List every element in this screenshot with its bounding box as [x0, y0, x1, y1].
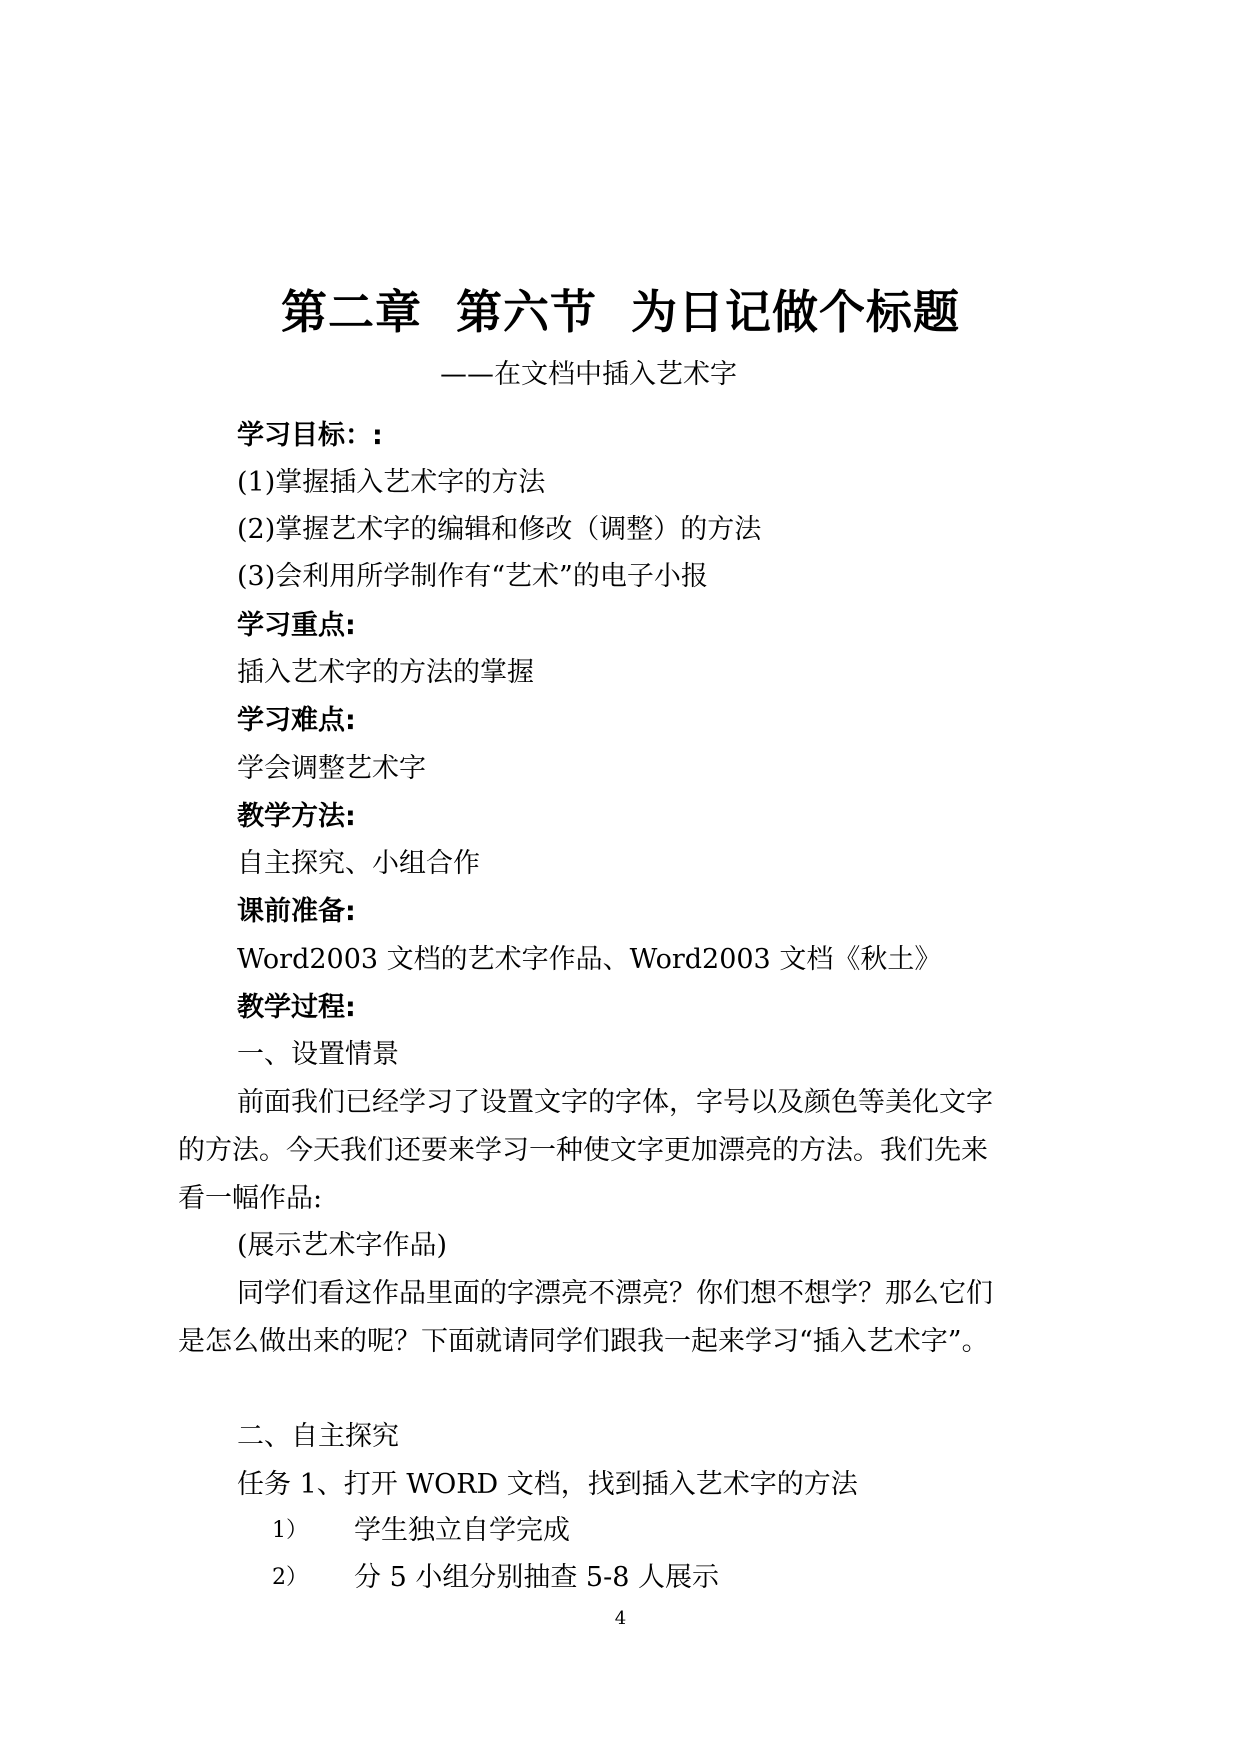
process-heading: 教学过程:	[237, 992, 356, 1023]
section1-paragraph-line: 的方法。今天我们还要来学习一种使文字更加漂亮的方法。我们先来	[178, 1135, 988, 1166]
key-point-text: 插入艺术字的方法的掌握	[237, 657, 534, 688]
step-text: 分 5 小组分别抽查 5-8 人展示	[354, 1562, 719, 1593]
objective-item-1: (1)掌握插入艺术字的方法	[237, 467, 546, 498]
step-number: 1）	[272, 1518, 308, 1543]
page-number: 4	[614, 1608, 627, 1629]
difficulty-heading: 学习难点:	[237, 705, 356, 736]
step-number: 2）	[272, 1565, 308, 1590]
preparation-heading: 课前准备:	[237, 896, 356, 927]
page-title: 第二章 第六节 为日记做个标题	[280, 285, 961, 339]
step-text: 学生独立自学完成	[354, 1515, 570, 1546]
method-heading: 教学方法:	[237, 801, 356, 832]
objectives-heading: 学习目标：:	[237, 420, 383, 451]
section1-showcase-note: (展示艺术字作品)	[237, 1230, 448, 1261]
key-point-heading: 学习重点:	[237, 610, 356, 641]
objective-item-3: (3)会利用所学制作有“艺术”的电子小报	[237, 561, 708, 592]
section1-paragraph-line: 看一幅作品:	[178, 1183, 323, 1214]
objective-item-2: (2)掌握艺术字的编辑和修改（调整）的方法	[237, 514, 762, 545]
preparation-text: Word2003 文档的艺术字作品、Word2003 文档《秋土》	[237, 944, 942, 975]
difficulty-text: 学会调整艺术字	[237, 753, 426, 784]
section1-heading: 一、设置情景	[237, 1039, 399, 1070]
task1-text: 任务 1、打开 WORD 文档，找到插入艺术字的方法	[237, 1469, 858, 1500]
section1-paragraph-line: 前面我们已经学习了设置文字的字体，字号以及颜色等美化文字	[237, 1087, 993, 1118]
section1-paragraph-line: 同学们看这作品里面的字漂亮不漂亮？你们想不想学？那么它们	[237, 1278, 993, 1309]
method-text: 自主探究、小组合作	[237, 848, 480, 879]
page-subtitle: ——在文档中插入艺术字	[440, 359, 737, 390]
section2-heading: 二、自主探究	[237, 1421, 399, 1452]
section1-paragraph-line: 是怎么做出来的呢？下面就请同学们跟我一起来学习“插入艺术字”。	[178, 1326, 989, 1357]
